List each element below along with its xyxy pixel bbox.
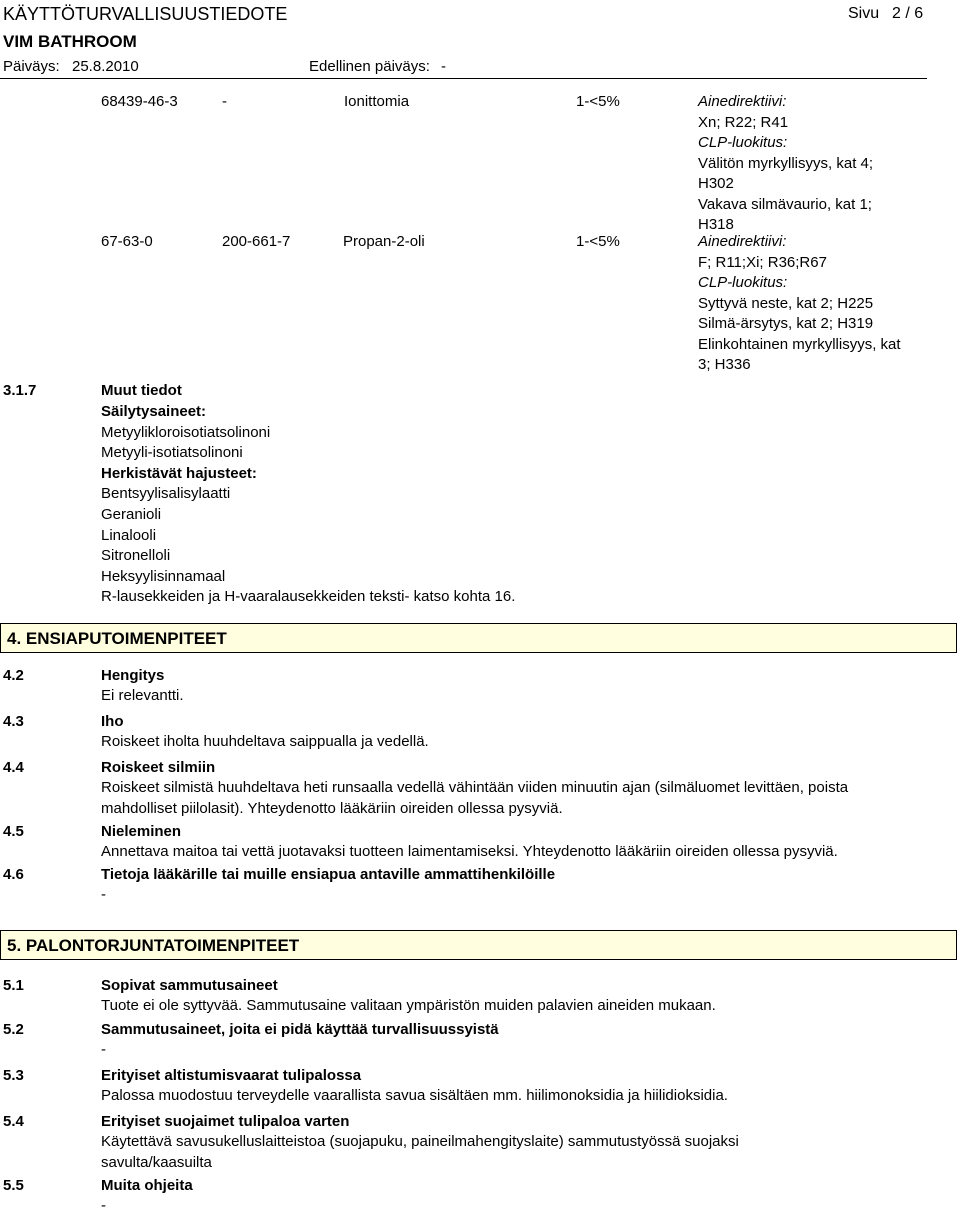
item-text: Tuote ei ole syttyvää. Sammutusaine valitaan ympäristön muiden palavien aineiden mukaan.: [101, 997, 716, 1014]
classification-line: H318: [698, 216, 734, 233]
list-item: Metyylikloroisotiatsolinoni: [101, 423, 271, 441]
item-number: 4.3: [3, 713, 24, 730]
item-title: Sammutusaineet, joita ei pidä käyttää turvallisuussyistä: [101, 1021, 499, 1038]
item-text: -: [101, 1041, 106, 1058]
cas-number: 67-63-0: [101, 233, 153, 250]
section-4-title: 4. ENSIAPUTOIMENPITEET: [7, 629, 227, 648]
classification-line: Välitön myrkyllisyys, kat 4;: [698, 154, 874, 172]
section-5-header: [0, 930, 957, 960]
list-item: Linalooli: [101, 526, 157, 544]
other-info-number: 3.1.7: [3, 382, 37, 399]
classification-line: Silmä-ärsytys, kat 2; H319: [698, 315, 874, 332]
document-title: KÄYTTÖTURVALLISUUSTIEDOTE: [3, 4, 288, 24]
item-title: Erityiset suojaimet tulipaloa varten: [101, 1113, 350, 1130]
previous-date-value: -: [441, 58, 446, 75]
section-5-title: 5. PALONTORJUNTATOIMENPITEET: [7, 936, 300, 955]
item-title: Nieleminen: [101, 823, 182, 840]
item-text: -: [101, 1197, 106, 1214]
classification-line: H302: [698, 175, 734, 192]
item-number: 5.4: [3, 1113, 24, 1130]
list-item: Heksyylisinnamaal: [101, 567, 226, 585]
item-number: 4.6: [3, 866, 24, 883]
classification-line: Elinkohtainen myrkyllisyys, kat: [698, 335, 901, 353]
section-4-header: [0, 623, 957, 653]
classification-line: F; R11;Xi; R36;R67: [698, 253, 827, 271]
item-number: 5.5: [3, 1177, 24, 1194]
item-number: 4.2: [3, 667, 24, 684]
classification-line: Syttyvä neste, kat 2; H225: [698, 294, 874, 312]
subheading: Säilytysaineet:: [101, 403, 207, 420]
date-label: Päiväys:: [3, 58, 60, 75]
product-name: VIM BATHROOM: [3, 32, 137, 51]
item-text: Palossa muodostuu terveydelle vaarallista savua sisältäen mm. hiilimonoksidia ja hiilidioksidia.: [101, 1087, 728, 1104]
classification-heading: CLP-luokitus:: [698, 134, 788, 151]
item-number: 4.4: [3, 759, 24, 776]
classification-line: Vakava silmävaurio, kat 1;: [698, 195, 872, 213]
classification-line: Xn; R22; R41: [698, 113, 789, 131]
item-text: mahdolliset piilolasit). Yhteydenotto lääkäriin oireiden ollessa pysyviä.: [101, 800, 563, 817]
subheading: Herkistävät hajusteet:: [101, 464, 257, 482]
item-text: Roiskeet iholta huuhdeltava saippualla ja vedellä.: [101, 733, 429, 750]
ingredient-name: Ionittomia: [344, 93, 410, 110]
item-number: 5.3: [3, 1067, 24, 1084]
concentration: 1-<5%: [576, 93, 620, 110]
classification-line: 3; H336: [698, 356, 751, 373]
list-item: Bentsyylisalisylaatti: [101, 485, 231, 503]
ec-number: 200-661-7: [222, 233, 291, 250]
cas-number: 68439-46-3: [101, 93, 178, 110]
other-info-title: Muut tiedot: [101, 382, 182, 399]
item-title: Hengitys: [101, 667, 165, 684]
item-text: -: [101, 886, 106, 903]
list-item: Metyyli-isotiatsolinoni: [101, 444, 243, 462]
previous-date-label: Edellinen päiväys:: [309, 58, 430, 75]
item-text: Ei relevantti.: [101, 687, 184, 704]
item-number: 4.5: [3, 823, 24, 840]
item-title: Erityiset altistumisvaarat tulipalossa: [101, 1067, 362, 1084]
date-value: 25.8.2010: [72, 58, 139, 75]
item-number: 5.2: [3, 1021, 24, 1038]
classification-heading: CLP-luokitus:: [698, 274, 788, 291]
item-title: Iho: [101, 713, 124, 730]
item-text: Käytettävä savusukelluslaitteistoa (suojapuku, paineilmahengityslaite) sammutustyössä suojaksi: [101, 1133, 739, 1150]
list-item: R-lausekkeiden ja H-vaaralausekkeiden teksti- katso kohta 16.: [101, 588, 516, 606]
ec-number: -: [222, 93, 227, 110]
header-divider: [0, 78, 927, 79]
item-title: Tietoja lääkärille tai muille ensiapua antaville ammattihenkilöille: [101, 866, 556, 883]
page-number: 2 / 6: [892, 5, 924, 22]
item-title: Roiskeet silmiin: [101, 759, 216, 776]
item-text: savulta/kaasuilta: [101, 1154, 212, 1171]
ingredient-name: Propan-2-oli: [343, 233, 425, 250]
item-title: Sopivat sammutusaineet: [101, 977, 278, 994]
list-item: Sitronelloli: [101, 547, 171, 565]
item-title: Muita ohjeita: [101, 1177, 193, 1194]
list-item: Geranioli: [101, 506, 162, 523]
page-label: Sivu: [848, 5, 880, 22]
item-number: 5.1: [3, 977, 24, 994]
concentration: 1-<5%: [576, 233, 620, 250]
item-text: Roiskeet silmistä huuhdeltava heti runsaalla vedellä vähintään viiden minuutin ajan (silmäluomet levittäen, poista: [101, 779, 849, 796]
item-text: Annettava maitoa tai vettä juotavaksi tuotteen laimentamiseksi. Yhteydenotto lääkäriin oireiden ollessa pysyviä.: [101, 843, 838, 860]
classification-heading: Ainedirektiivi:: [698, 233, 787, 250]
classification-heading: Ainedirektiivi:: [698, 93, 787, 110]
